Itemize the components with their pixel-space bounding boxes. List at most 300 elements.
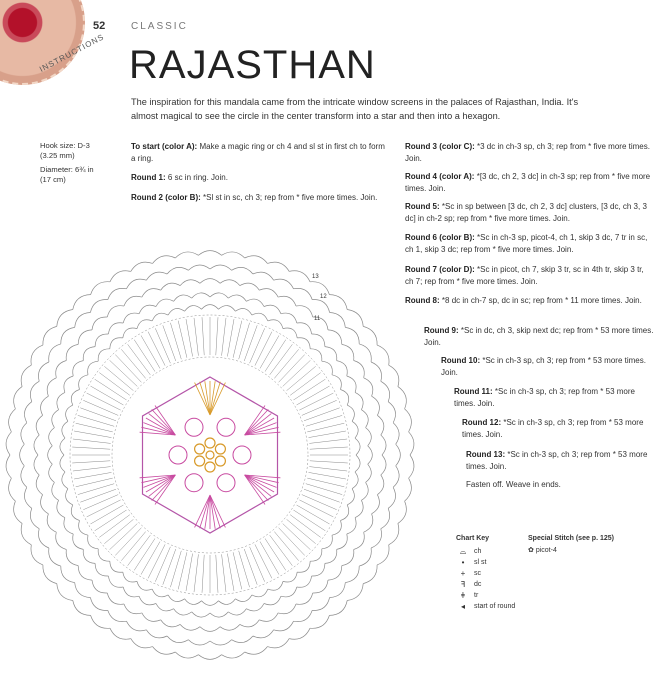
dc-stitch [91, 505, 124, 524]
chain-arc [381, 455, 386, 475]
chain-arc [62, 472, 68, 489]
chain-arc [202, 601, 219, 606]
chain-arc [188, 640, 210, 645]
chain-arc [139, 596, 156, 605]
dc-stitch [76, 478, 113, 487]
picot-icon: ✿ [528, 547, 534, 554]
chain-arc [56, 361, 67, 378]
round-6: Round 6 (color B): *Sc in ch-3 sp, picot-4, ch 1, skip 3 dc, 7 tr in sc, ch 1, skip 3 dc; rep from * five more times. Join. [405, 233, 648, 254]
chain-arc [142, 289, 161, 298]
tr-stitch [245, 475, 265, 505]
chain-arc [228, 609, 246, 615]
chain-arc [188, 265, 210, 270]
chain-arc [14, 387, 22, 409]
chain-arc [41, 396, 49, 415]
corner-label: INSTRUCTIONS [38, 32, 106, 74]
chain-arc [43, 565, 57, 584]
chain-arc [57, 584, 73, 601]
tr-stitch [155, 475, 175, 505]
dc-cluster [169, 446, 187, 464]
chain-arc [398, 387, 406, 409]
chain-arc [389, 523, 399, 544]
chain-arc [364, 378, 373, 396]
chain-arc [381, 435, 386, 455]
chain-arc [36, 475, 42, 495]
dc-stitch [216, 317, 218, 355]
dc-stitch [306, 415, 342, 426]
chain-arc [278, 296, 296, 306]
chain-arc [79, 521, 88, 536]
chain-arc [296, 593, 313, 604]
chain-arc [49, 548, 61, 566]
chain-arc [281, 313, 297, 323]
chain-arc [355, 500, 363, 517]
chain-arc [9, 478, 16, 501]
chart-group [6, 251, 414, 660]
tr-stitch [200, 495, 210, 528]
chain-arc [180, 280, 200, 286]
chain-arc [281, 587, 297, 597]
chain-arc [312, 598, 329, 611]
chain-arc [268, 320, 283, 329]
dc-stitch [216, 555, 218, 593]
chain-arc [274, 279, 294, 289]
chain-arc [161, 620, 180, 627]
tr-stitch [245, 475, 275, 492]
dc-stitch [250, 328, 265, 363]
chain-arc [409, 432, 414, 455]
dc-stitch [73, 467, 111, 471]
chain-arc [355, 438, 360, 455]
chain-arc [168, 595, 185, 602]
chain-arc [152, 313, 168, 321]
chain-arc [175, 652, 198, 658]
round-10: Round 10: *Sc in ch-3 sp, ch 3; rep from * 53 more times. Join. [441, 356, 646, 377]
chain-arc [137, 320, 152, 329]
chain-arc [21, 365, 31, 386]
chain-arc [91, 615, 110, 628]
round-2: Round 2 (color B): *Sl st in sc, ch 3; rep from * five more times. Join. [131, 192, 378, 202]
round-5: Round 5: *Sc in sp between [3 dc, ch 2, 3 dc] clusters, [3 dc, ch 3, 3 dc] in ch-2 sp; rep from * five more times. Join. [405, 202, 647, 223]
chain-arc [352, 421, 358, 438]
chain-arc [264, 305, 281, 314]
chain-arc [127, 279, 147, 289]
chain-arc [389, 365, 399, 386]
chain-arc [366, 428, 372, 446]
chain-arc [123, 328, 137, 338]
chain-arc [219, 599, 236, 605]
chain-arc [371, 362, 381, 381]
chain-arc [168, 308, 185, 315]
chain-arc [61, 566, 75, 583]
chain-arc [123, 313, 139, 323]
dc-stitch [73, 439, 111, 443]
chain-arc [297, 561, 310, 572]
chain-arc [312, 300, 329, 313]
chain-arc [347, 584, 363, 601]
chain-arc [21, 423, 27, 445]
center-loop [205, 438, 215, 448]
chain-arc [146, 272, 167, 280]
chain-arc [47, 514, 56, 532]
chain-arc [200, 279, 220, 284]
chain-arc [108, 610, 127, 621]
pattern-meta [40, 141, 115, 189]
chain-arc [90, 300, 107, 313]
chain-arc [342, 344, 354, 360]
chain-arc [267, 639, 289, 648]
intro-text: The inspiration for this mandala came from the intricate window screens in the palaces of Rajasthan, India. It's almost magical to see the circle in the center transform into a star and then into a hexagon. [131, 97, 579, 121]
dc-stitch [87, 500, 121, 517]
chain-arc [252, 313, 268, 321]
chain-arc [57, 310, 73, 327]
chain-arc [60, 455, 65, 472]
dc-stitch [202, 555, 204, 593]
chain-arc [398, 501, 406, 523]
dc-stitch [72, 447, 110, 449]
chain-arc [71, 390, 79, 406]
chain-arc [61, 327, 75, 344]
dc-stitch [194, 554, 198, 592]
chain-arc [330, 313, 346, 328]
diameter-cm: (17 cm) [40, 175, 66, 184]
chain-arc [180, 624, 200, 630]
chain-arc [66, 489, 73, 505]
chain-arc [329, 295, 347, 310]
tr-stitch [245, 409, 269, 435]
chain-arc [322, 361, 333, 375]
dc-stitch [260, 336, 279, 369]
chain-arc [264, 596, 281, 605]
instructions-column-left [131, 141, 386, 211]
chain-arc [30, 508, 39, 528]
chain-arc [296, 306, 313, 317]
dc-stitch [72, 461, 110, 463]
chain-arc [409, 455, 414, 478]
round-4: Round 4 (color A): *[3 dc, ch 2, 3 dc] in ch-3 sp; rep from * five more times. Join. [405, 172, 651, 193]
dc-stitch [306, 484, 342, 495]
dc-stitch [309, 431, 346, 438]
chain-arc [73, 295, 91, 310]
chain-arc [185, 599, 202, 605]
dc-cluster [185, 418, 203, 436]
dc-stitch [202, 317, 204, 355]
round-11: Round 11: *Sc in ch-3 sp, ch 3; rep from * 53 more times. Join. [454, 387, 635, 408]
key-row: ꟻ dc [460, 580, 482, 589]
dc-cluster [217, 418, 235, 436]
key-row: ◂ start of round [460, 602, 516, 611]
chain-arc [24, 402, 31, 423]
dc-stitch [178, 321, 187, 358]
round-9: Round 9: *Sc in dc, ch 3, skip next dc; rep from * 53 more times. Join. [424, 326, 654, 347]
dc-stitch [255, 332, 272, 366]
chain-arc [364, 514, 373, 532]
chain-arc [107, 306, 124, 317]
chain-arc [222, 652, 245, 658]
chain-arc [377, 475, 383, 495]
chain-arc [20, 444, 25, 466]
chart-key [456, 535, 515, 612]
chain-arc [66, 344, 78, 360]
chain-arc [359, 344, 371, 362]
chain-arc [52, 410, 59, 428]
dc-stitch [194, 318, 198, 356]
chain-arc [95, 334, 108, 347]
chain-arc [329, 601, 347, 616]
chain-arc [64, 376, 73, 392]
chain-arc [363, 565, 377, 584]
dc-stitch [299, 393, 333, 410]
chain-arc [57, 392, 65, 409]
chain-arc [83, 549, 95, 563]
chain-arc [332, 375, 341, 390]
chain-arc [142, 613, 161, 622]
chain-arc [210, 612, 228, 617]
chain-arc [393, 423, 399, 445]
tr-stitch [210, 382, 220, 415]
special-stitch [528, 535, 614, 554]
tr-stitch [245, 406, 265, 436]
chain-arc [372, 396, 380, 415]
chain-arc [6, 455, 11, 478]
chain-arc [192, 293, 210, 298]
chain-arc [73, 361, 84, 376]
chain-arc [88, 361, 99, 375]
dc-stitch [155, 547, 170, 582]
special-stitch-item: ✿ picot-4 [528, 547, 557, 554]
magic-ring [206, 451, 214, 459]
chain-arc [283, 572, 297, 582]
chain-arc [139, 305, 156, 314]
chain-arc [78, 566, 92, 581]
chain-arc [83, 347, 95, 361]
chain-arc [297, 576, 312, 587]
dc-stitch [80, 408, 116, 421]
dc-stitch [78, 484, 114, 495]
chain-arc [75, 313, 91, 328]
dc-stitch [309, 467, 347, 471]
chain-arc [405, 478, 412, 501]
dc-stitch [80, 489, 116, 502]
chain-arc [388, 402, 395, 423]
chain-arc [210, 293, 228, 298]
dc-stitch [307, 478, 344, 487]
chain-arc [52, 482, 59, 500]
chain-arc [354, 532, 365, 549]
dc-stitch [186, 554, 193, 591]
chain-arc [341, 390, 349, 406]
chain-arc [377, 415, 383, 435]
chain-arc [30, 381, 39, 401]
crochet-chart [0, 220, 420, 690]
dc-stitch [309, 472, 346, 479]
chain-arc [43, 326, 57, 345]
chain-arc [123, 572, 137, 582]
chain-arc [71, 505, 79, 521]
chain-arc [124, 604, 142, 614]
round-7: Round 7 (color D): *Sc in picot, ch 7, skip 3 tr, sc in 4th tr, skip 3 tr, ch 7; rep from * five more times. Join. [405, 265, 644, 286]
chain-arc [48, 446, 53, 464]
chain-arc [246, 604, 264, 611]
chain-arc [259, 613, 278, 622]
chain-arc [137, 581, 152, 590]
chain-arc [322, 535, 333, 549]
dc-stitch [227, 319, 234, 356]
dc-stitch [83, 400, 118, 415]
round-8: Round 8: *8 dc in ch-7 sp, dc in sc; rep from * 11 more times. Join. [405, 296, 642, 305]
chain-arc [253, 630, 274, 638]
dc-stitch [255, 544, 272, 578]
dc-stitch [186, 319, 193, 356]
chain-arc [294, 610, 313, 621]
chain-arc [31, 345, 43, 365]
chain-arc [49, 344, 61, 362]
chain-arc [283, 328, 297, 338]
chain-arc [363, 326, 377, 345]
chain-arc [202, 305, 219, 310]
page-number: 52 [93, 20, 106, 32]
round-12: Round 12: *Sc in ch-3 sp, ch 3; rep from * 53 more times. Join. [462, 418, 644, 439]
chain-arc [368, 446, 373, 464]
dc-stitch [304, 408, 340, 421]
chain-arc [361, 482, 368, 500]
chain-arc [310, 615, 329, 628]
center-loop [195, 444, 205, 454]
chain-arc [278, 604, 296, 614]
chain-arc [325, 347, 337, 361]
chain-arc [127, 621, 147, 631]
dc-stitch [244, 549, 257, 585]
dc-stitch [297, 505, 330, 524]
chain-arc [388, 487, 395, 508]
dc-stitch [141, 336, 160, 369]
chain-arc [91, 282, 110, 295]
chain-arc [21, 523, 31, 544]
dc-stitch [239, 551, 250, 587]
chain-arc [175, 252, 198, 258]
key-row: + sc [460, 569, 481, 578]
chain-arc [345, 327, 359, 344]
chain-arc [289, 628, 310, 639]
chain-arc [289, 271, 310, 282]
chain-arc [312, 563, 325, 576]
chain-arc [131, 639, 153, 648]
chain-arc [98, 549, 110, 561]
chain-arc [36, 415, 42, 435]
chain-arc [405, 409, 412, 432]
chain-arc [124, 296, 142, 306]
dc-cluster [233, 446, 251, 464]
tr-stitch [245, 475, 269, 501]
chain-arc [9, 409, 16, 432]
finish-text: Fasten off. Weave in ends. [466, 480, 561, 489]
chain-arc [210, 265, 232, 270]
dc-stitch [141, 542, 160, 575]
chain-arc [75, 583, 91, 598]
pattern-title: RAJASTHAN [129, 43, 376, 87]
dc-stitch [239, 323, 250, 359]
chain-arc [108, 576, 123, 587]
chain-arc [240, 620, 259, 627]
tr-stitch [155, 406, 175, 436]
dc-stitch [83, 495, 118, 510]
chain-arc [347, 405, 354, 421]
dc-stitch [170, 551, 181, 587]
chain-arc [110, 271, 131, 282]
chain-arc [200, 627, 220, 632]
chain-arc [60, 438, 65, 455]
chain-arc [393, 466, 399, 488]
tr-stitch [200, 382, 210, 415]
chain-arc [198, 655, 221, 660]
chain-arc [396, 444, 401, 466]
chain-arc [252, 589, 268, 597]
chain-arc [90, 598, 107, 611]
chain-arc [354, 361, 365, 378]
chain-arc [78, 330, 92, 345]
chain-arc [297, 323, 312, 334]
chain-arc [220, 624, 240, 630]
chain-arc [381, 381, 390, 401]
chain-arc [325, 549, 337, 563]
round-label-13: 13 [312, 274, 319, 280]
chain-arc [352, 472, 358, 489]
chain-arc [38, 362, 48, 381]
chain-arc [49, 428, 55, 446]
chain-arc [235, 308, 252, 315]
chain-arc [108, 288, 127, 299]
chain-arc [66, 405, 73, 421]
dc-stitch [233, 321, 242, 358]
chain-arc [14, 501, 22, 523]
tr-stitch [152, 409, 176, 435]
dc-stitch [148, 544, 165, 578]
dc-stitch [78, 415, 114, 426]
dc-stitch [155, 328, 170, 363]
chain-arc [330, 583, 346, 598]
chain-arc [328, 330, 342, 345]
chain-arc [347, 518, 356, 534]
dc-stitch [250, 547, 265, 582]
chain-arc [267, 262, 289, 271]
chain-arc [31, 545, 43, 565]
chain-arc [174, 295, 192, 301]
chain-arc [24, 487, 31, 508]
chain-arc [73, 534, 84, 549]
chain-arc [337, 361, 348, 376]
dc-stitch [148, 332, 165, 366]
dc-stitch [170, 323, 181, 359]
center-loop [215, 456, 225, 466]
chain-arc [57, 500, 65, 517]
chain-arc [366, 464, 372, 482]
dc-stitch [74, 472, 111, 479]
hook-size: Hook size: D-3 [40, 141, 90, 150]
tr-stitch [245, 418, 275, 435]
chain-arc [146, 630, 167, 638]
chain-arc [222, 252, 245, 258]
chain-arc [73, 601, 91, 616]
chain-arc [34, 435, 39, 455]
dc-stitch [310, 461, 348, 463]
chain-arc [167, 636, 188, 643]
round-1: Round 1: 6 sc in ring. Join. [131, 173, 228, 182]
chain-arc [110, 628, 131, 639]
chain-arc [341, 505, 349, 521]
chain-arc [21, 466, 27, 488]
chain-arc [246, 299, 264, 306]
chain-arc [161, 283, 180, 290]
